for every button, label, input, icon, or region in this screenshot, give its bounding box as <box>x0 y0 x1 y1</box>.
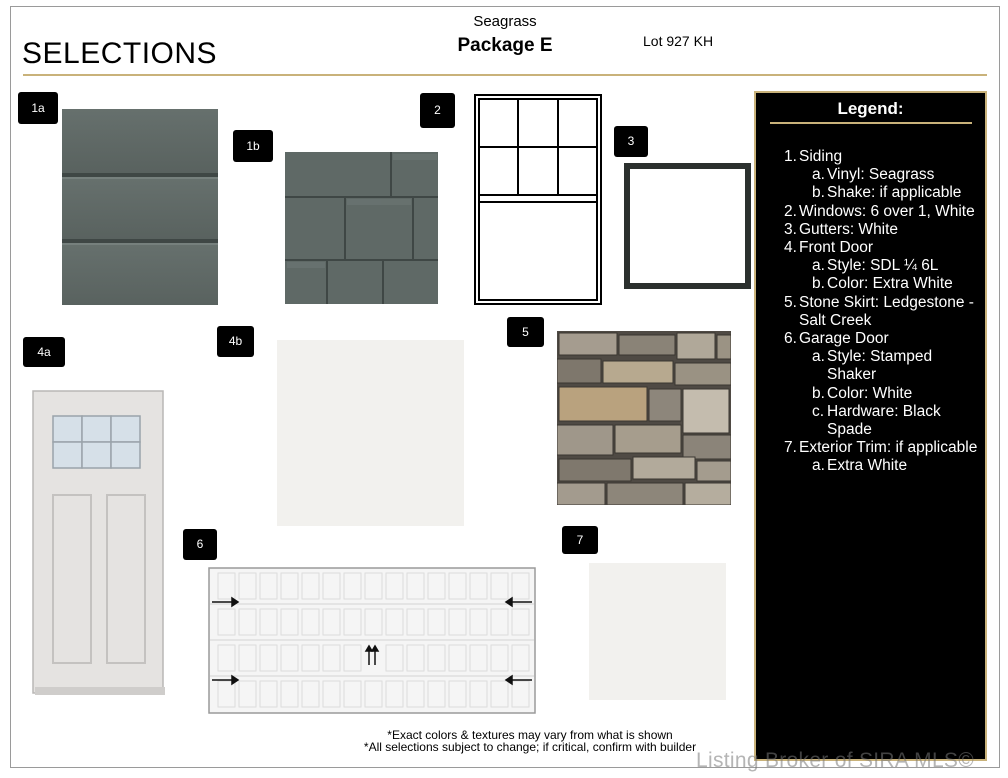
legend-item-number: 1. <box>784 148 797 165</box>
legend-item-number: a. <box>812 166 825 184</box>
legend-item-number: c. <box>812 402 825 420</box>
legend-title: Legend: <box>837 99 904 118</box>
legend-subitem <box>784 275 984 293</box>
legend-item <box>784 294 984 330</box>
badge-4a: 4a <box>23 337 65 367</box>
lot-number: Lot 927 KH <box>643 33 714 49</box>
gutter-swatch <box>624 163 751 289</box>
legend-item-text: Stone Skirt: Ledgestone - Salt Creek <box>799 293 974 329</box>
shake-siding-swatch <box>285 152 438 304</box>
legend-subitem <box>784 166 984 184</box>
legend-item-text: Color: Extra White <box>827 275 953 293</box>
badge-4b: 4b <box>217 326 254 357</box>
mls-watermark: Listing Broker of SIRA MLS© <box>696 749 975 772</box>
legend-item-text: Garage Door <box>799 330 889 348</box>
legend-item-number: 6. <box>784 330 797 348</box>
legend-item <box>784 239 984 257</box>
legend-item-text: Shake: if applicable <box>827 184 962 202</box>
badge-1a: 1a <box>18 92 58 124</box>
legend-item-number: b. <box>812 184 825 202</box>
badge-2: 2 <box>420 93 455 128</box>
vinyl-siding-swatch <box>62 109 218 305</box>
badge-6: 6 <box>183 529 217 560</box>
legend-item-text: Style: Stamped Shaker <box>827 348 933 384</box>
legend-divider <box>770 122 972 124</box>
legend-item-number: a. <box>812 257 825 275</box>
legend-subitem <box>784 457 984 475</box>
header-divider <box>23 74 987 76</box>
legend-item-text: Exterior Trim: if applicable <box>799 439 978 457</box>
legend-item-number: 3. <box>784 220 797 238</box>
legend-item-text: Style: SDL ¼ 6L <box>827 257 939 275</box>
legend-subitem <box>784 348 984 384</box>
legend-item <box>784 439 984 457</box>
legend-item-text: Siding <box>799 148 843 165</box>
front-door-swatch <box>31 389 167 697</box>
legend-item-number: 7. <box>784 439 797 457</box>
disclaimer-changes: *All selections subject to change; if critical, confirm with builder <box>363 740 697 754</box>
legend-item-number: 2. <box>784 202 797 220</box>
legend-item-number: b. <box>812 384 825 402</box>
legend-item-text: Vinyl: Seagrass <box>827 166 935 184</box>
legend-subitem <box>784 403 984 439</box>
legend-item <box>784 221 984 239</box>
legend-item-number: a. <box>812 457 825 475</box>
legend-item-text: Gutters: White <box>799 220 899 238</box>
color-scheme-name: Seagrass <box>473 13 537 30</box>
ledgestone-swatch <box>557 331 731 505</box>
legend-item <box>784 203 984 221</box>
legend-panel <box>754 91 987 761</box>
badge-3: 3 <box>614 126 648 157</box>
badge-7: 7 <box>562 526 598 554</box>
badge-1b: 1b <box>233 130 273 162</box>
window-6-over-1-swatch <box>474 94 602 305</box>
door-color-extra-white-swatch <box>277 340 464 526</box>
legend-item-text: Front Door <box>799 239 874 257</box>
legend-subitem <box>784 257 984 275</box>
page-title: SELECTIONS <box>22 37 218 70</box>
legend-item-text: Extra White <box>827 457 908 475</box>
legend-item-number: 4. <box>784 239 797 257</box>
legend-item-number: b. <box>812 275 825 293</box>
legend-list <box>784 148 984 476</box>
package-name: Package E <box>457 35 553 56</box>
garage-door-swatch <box>208 567 536 714</box>
legend-item-text: Windows: 6 over 1, White <box>799 202 975 220</box>
legend-item <box>784 148 984 166</box>
legend-item <box>784 330 984 348</box>
legend-subitem <box>784 184 984 202</box>
exterior-trim-extra-white-swatch <box>589 563 726 700</box>
legend-item-number: a. <box>812 348 825 366</box>
disclaimer-colors: *Exact colors & textures may vary from what is shown <box>387 728 673 742</box>
legend-item-text: Hardware: Black Spade <box>827 402 941 439</box>
legend-item-number: 5. <box>784 293 797 311</box>
legend-subitem <box>784 385 984 403</box>
legend-item-text: Color: White <box>827 384 913 402</box>
badge-5: 5 <box>507 317 544 347</box>
